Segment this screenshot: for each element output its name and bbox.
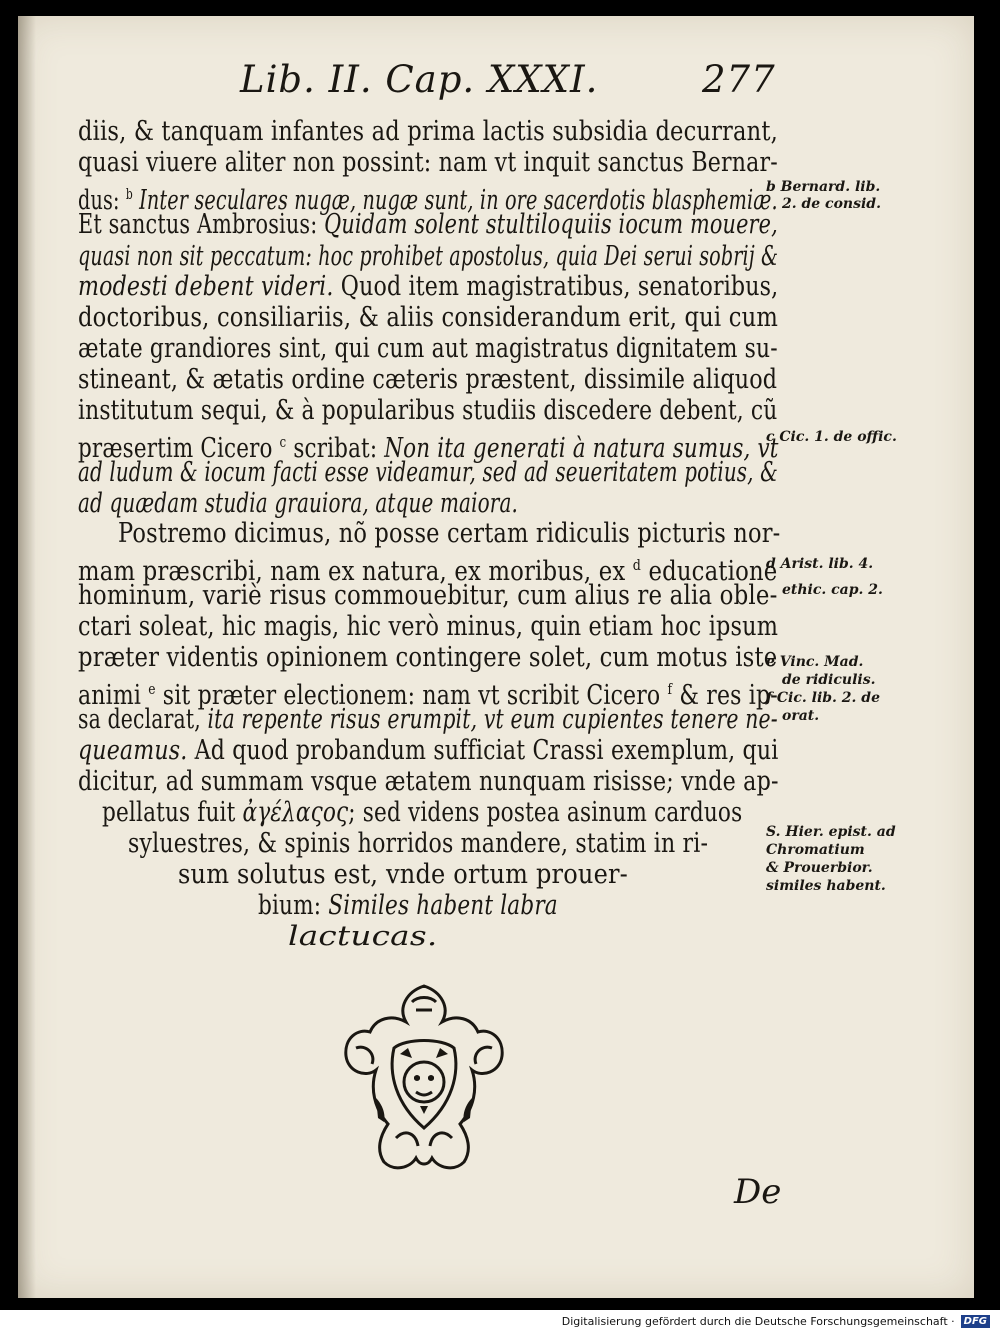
margin-note: de ridiculis. bbox=[782, 672, 876, 688]
text-line: institutum sequi, & à popularibus studiis discedere debent, cũ bbox=[78, 395, 778, 426]
running-head: Lib. II. Cap. XXXI. bbox=[240, 58, 599, 101]
dfg-logo: DFG bbox=[961, 1315, 990, 1328]
footnote-marker: b bbox=[125, 185, 133, 203]
text-line: stineant, & ætatis ordine cæteris præstent, dissimile aliquod bbox=[78, 364, 778, 395]
text-line: ætate grandiores sint, qui cum aut magistratus dignitatem su- bbox=[78, 333, 778, 364]
text-line: præter videntis opinionem contingere solet, cum motus iste bbox=[78, 642, 778, 673]
text-segment: Ad quod probandum sufficiat Crassi exemplum, qui bbox=[187, 735, 779, 766]
text-line bbox=[288, 921, 438, 953]
text-segment: Et sanctus Ambrosius: bbox=[78, 209, 325, 240]
text-line: ctari soleat, hic magis, hic verò minus, quin etiam hoc ipsum bbox=[78, 611, 779, 642]
text-segment: dus: bbox=[78, 185, 126, 216]
text-segment: sit præter electionem: nam vt scribit Cicero bbox=[155, 680, 668, 711]
italic-quote: ad quædam studia grauiora, atque maiora. bbox=[78, 488, 518, 519]
text-line bbox=[78, 271, 778, 303]
greek-word: ἀγέλαςος bbox=[242, 797, 349, 828]
text-line bbox=[78, 704, 778, 736]
italic-quote: ad ludum & iocum facti esse videamur, sed ad seueritatem potius, & bbox=[78, 457, 778, 488]
margin-note: 2. de consid. bbox=[782, 196, 881, 212]
italic-quote: Non ita generati à natura sumus, vt bbox=[384, 433, 779, 464]
italic-quote: modesti debent videri. bbox=[78, 271, 334, 302]
text-line: syluestres, & spinis horridos mandere, statim in ri- bbox=[128, 828, 709, 859]
catchword: De bbox=[734, 1172, 782, 1212]
page-number: 277 bbox=[702, 58, 776, 101]
text-line: quasi viuere aliter non possint: nam vt inquit sanctus Bernar- bbox=[78, 147, 778, 178]
text-line bbox=[78, 209, 778, 241]
text-segment: Quod item magistratibus, senatoribus, bbox=[333, 271, 779, 302]
footnote-marker: d bbox=[632, 556, 642, 574]
italic-quote: quasi non sit peccatum: hoc prohibet apostolus, quia Dei serui sobrij & bbox=[78, 241, 779, 272]
margin-note: Chromatium bbox=[766, 842, 865, 858]
italic-quote: Similes habent labra bbox=[328, 890, 558, 921]
text-segment: ; sed videns postea asinum carduos bbox=[348, 797, 743, 828]
text-segment: bium: bbox=[258, 890, 329, 921]
text-line bbox=[78, 241, 778, 273]
margin-note: f Cic. lib. 2. de bbox=[766, 690, 880, 706]
text-line: diis, & tanquam infantes ad prima lactis subsidia decurrant, bbox=[78, 116, 778, 147]
margin-note: orat. bbox=[782, 708, 820, 724]
text-segment: præsertim Cicero bbox=[78, 433, 280, 464]
text-line bbox=[78, 735, 778, 767]
text-segment: pellatus fuit bbox=[102, 797, 243, 828]
footnote-marker: e bbox=[148, 680, 156, 698]
footer-credit: Digitalisierung gefördert durch die Deutsche Forschungsgemeinschaft · bbox=[561, 1314, 955, 1328]
text-line: hominum, variè risus commouebitur, cum alius re alia oble- bbox=[78, 580, 778, 611]
text-line bbox=[78, 488, 518, 520]
text-segment: educatione bbox=[641, 556, 778, 587]
italic-quote: lactucas. bbox=[288, 921, 438, 952]
italic-quote: queamus. bbox=[78, 735, 188, 766]
text-line: doctoribus, consiliariis, & aliis considerandum erit, qui cum bbox=[78, 302, 779, 333]
text-line bbox=[78, 457, 778, 489]
margin-note: ethic. cap. 2. bbox=[782, 582, 883, 598]
margin-note: e Vinc. Mad. bbox=[766, 654, 864, 670]
book-page bbox=[18, 16, 974, 1298]
margin-note: b Bernard. lib. bbox=[766, 179, 881, 195]
text-segment: mam præscribi, nam ex natura, ex moribus, ex bbox=[78, 556, 633, 587]
italic-quote: ita repente risus erumpit, vt eum cupientes tenere ne- bbox=[207, 704, 778, 735]
margin-note: similes habent. bbox=[766, 878, 886, 894]
margin-note: & Prouerbior. bbox=[766, 860, 873, 876]
text-segment: scribat: bbox=[286, 433, 385, 464]
margin-note: d Arist. lib. 4. bbox=[766, 556, 874, 572]
margin-note: S. Hier. epist. ad bbox=[766, 824, 896, 840]
ornament-tailpiece bbox=[336, 978, 512, 1178]
text-line bbox=[258, 890, 558, 922]
footnote-marker: f bbox=[667, 680, 673, 698]
footnote-marker: c bbox=[279, 433, 287, 451]
text-line: sum solutus est, vnde ortum prouer- bbox=[178, 859, 628, 890]
digitization-footer bbox=[0, 1310, 1000, 1332]
text-line: Postremo dicimus, nõ posse certam ridiculis picturis nor- bbox=[118, 518, 781, 549]
margin-note: c Cic. 1. de offic. bbox=[766, 429, 897, 445]
italic-quote: Quidam solent stultiloquiis iocum mouere, bbox=[324, 209, 778, 240]
text-line: dicitur, ad summam vsque ætatem nunquam risisse; vnde ap- bbox=[78, 766, 779, 797]
text-segment: & res ip- bbox=[672, 680, 778, 711]
text-segment: sa declarat, bbox=[78, 704, 208, 735]
text-line bbox=[102, 797, 742, 829]
italic-quote: Inter seculares nugæ, nugæ sunt, in ore sacerdotis blasphemiæ. bbox=[132, 185, 778, 216]
text-segment: animi bbox=[78, 680, 149, 711]
